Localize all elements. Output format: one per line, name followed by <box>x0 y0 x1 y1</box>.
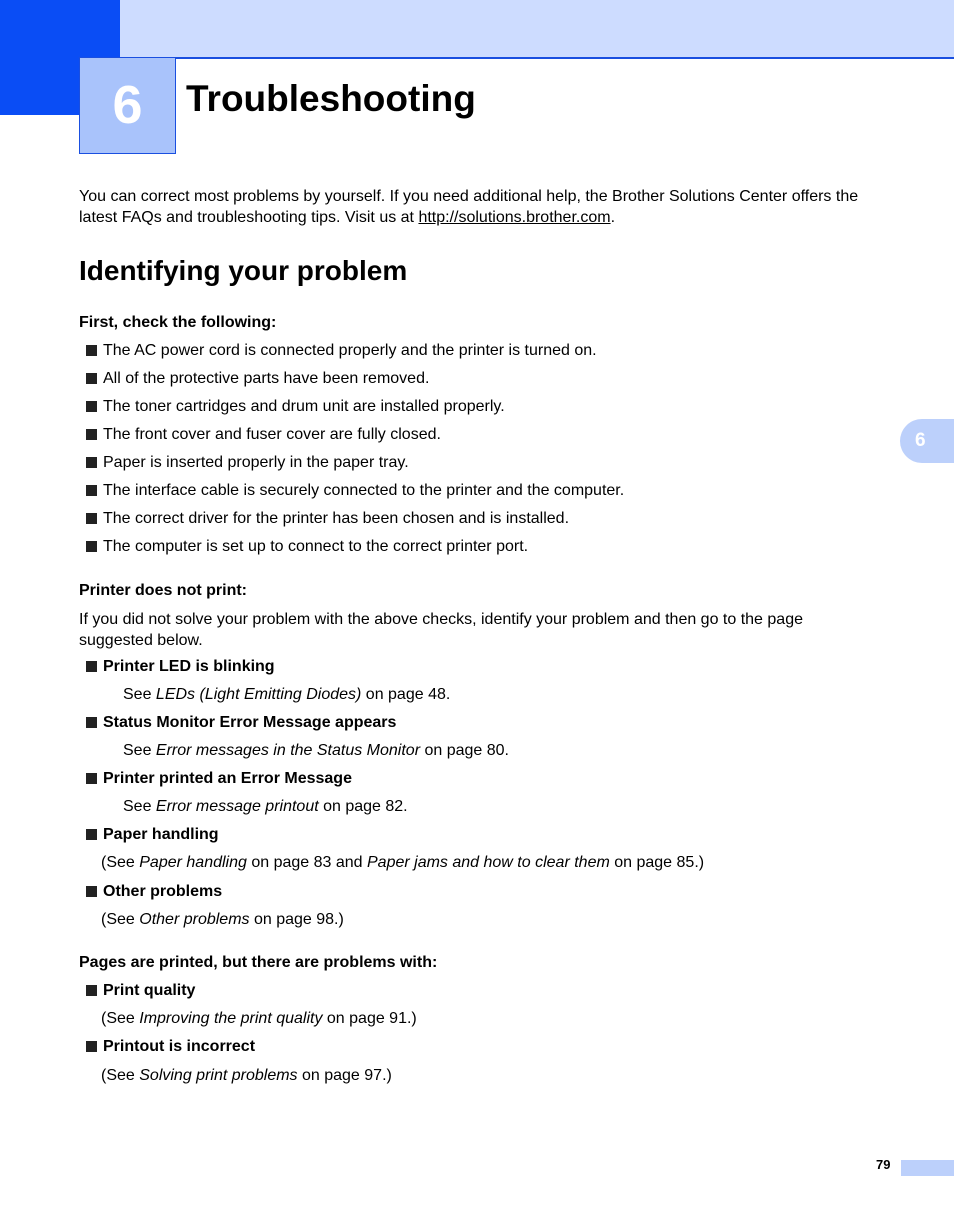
ref-prefix: (See <box>101 1067 140 1084</box>
ref-suffix: on page 80. <box>420 742 509 759</box>
list-item <box>84 369 624 397</box>
square-bullet-icon <box>86 345 97 356</box>
chapter-side-tab: 6 <box>900 419 954 463</box>
problem-label: Paper handling <box>103 826 219 843</box>
problem-item <box>84 657 275 677</box>
section-title: Identifying your problem <box>79 255 408 286</box>
ref-middle: on page 83 and <box>246 854 367 871</box>
list-item <box>84 537 624 565</box>
square-bullet-icon <box>86 829 97 840</box>
check-list <box>84 341 624 565</box>
ref-suffix: on page 48. <box>361 686 451 703</box>
problem-label: Status Monitor Error Message appears <box>103 714 397 731</box>
list-item <box>84 341 624 369</box>
ref-link-2[interactable]: Paper jams and how to clear them <box>367 854 610 871</box>
check-text: The front cover and fuser cover are fully closed. <box>103 426 441 443</box>
problem-label: Other problems <box>103 883 223 900</box>
no-print-paragraph: If you did not solve your problem with the above checks, identify your problem and then go to the page suggested below. <box>79 611 803 649</box>
square-bullet-icon <box>86 661 97 672</box>
ref-link[interactable]: Solving print problems <box>139 1067 298 1084</box>
problem-reference <box>101 910 344 930</box>
check-text: The computer is set up to connect to the correct printer port. <box>103 538 529 555</box>
check-text: The interface cable is securely connected to the printer and the computer. <box>103 482 625 499</box>
problem-label: Printer LED is blinking <box>103 658 275 675</box>
square-bullet-icon <box>86 401 97 412</box>
problem-item <box>84 882 222 902</box>
square-bullet-icon <box>86 373 97 384</box>
check-text: The toner cartridges and drum unit are installed properly. <box>103 398 505 415</box>
problem-item <box>84 769 352 789</box>
check-text: All of the protective parts have been removed. <box>103 370 430 387</box>
check-text: Paper is inserted properly in the paper tray. <box>103 454 409 471</box>
list-item <box>84 453 624 481</box>
square-bullet-icon <box>86 485 97 496</box>
intro-end: . <box>610 209 616 226</box>
problem-label: Printout is incorrect <box>103 1038 256 1055</box>
problem-reference <box>101 1066 392 1086</box>
ref-link[interactable]: LEDs (Light Emitting Diodes) <box>155 686 362 703</box>
ref-prefix: See <box>123 798 156 815</box>
problem-label: Printer printed an Error Message <box>103 770 352 787</box>
check-text: The AC power cord is connected properly and the printer is turned on. <box>103 342 597 359</box>
ref-link[interactable]: Error message printout <box>155 798 319 815</box>
square-bullet-icon <box>86 457 97 468</box>
list-item <box>84 425 624 453</box>
square-bullet-icon <box>86 717 97 728</box>
check-heading: First, check the following: <box>79 314 277 331</box>
problem-reference <box>123 797 408 817</box>
problem-reference <box>101 853 704 873</box>
problem-item <box>84 713 396 733</box>
ref-suffix: on page 91.) <box>322 1010 417 1027</box>
problem-reference <box>123 741 509 761</box>
header-band <box>0 0 954 59</box>
ref-prefix: (See <box>101 854 140 871</box>
list-item <box>84 397 624 425</box>
page-number: 79 <box>876 1157 891 1172</box>
problem-reference <box>101 1009 417 1029</box>
ref-suffix: on page 98.) <box>249 911 344 928</box>
ref-link[interactable]: Error messages in the Status Monitor <box>155 742 421 759</box>
list-item <box>84 509 624 537</box>
square-bullet-icon <box>86 773 97 784</box>
square-bullet-icon <box>86 429 97 440</box>
ref-prefix: See <box>123 686 156 703</box>
ref-suffix: on page 85.) <box>609 854 705 871</box>
ref-prefix: See <box>123 742 156 759</box>
square-bullet-icon <box>86 541 97 552</box>
problem-item <box>84 981 195 1001</box>
ref-suffix: on page 97.) <box>297 1067 392 1084</box>
square-bullet-icon <box>86 513 97 524</box>
intro-paragraph <box>79 186 899 228</box>
intro-text: You can correct most problems by yourself. If you need additional help, the Brother Solutions Center offers the latest FAQs and troubleshooting tips. Visit us at <box>79 188 859 226</box>
ref-prefix: (See <box>101 911 140 928</box>
problem-label: Print quality <box>103 982 196 999</box>
no-print-heading: Printer does not print: <box>79 582 247 599</box>
square-bullet-icon <box>86 886 97 897</box>
ref-prefix: (See <box>101 1010 140 1027</box>
list-item <box>84 481 624 509</box>
pages-heading: Pages are printed, but there are problems with: <box>79 954 438 971</box>
chapter-number-box: 6 <box>79 57 176 154</box>
footer-band <box>901 1160 954 1176</box>
ref-link[interactable]: Other problems <box>139 911 250 928</box>
chapter-title: Troubleshooting <box>186 78 476 119</box>
square-bullet-icon <box>86 985 97 996</box>
solutions-link[interactable]: http://solutions.brother.com <box>418 209 611 226</box>
problem-item <box>84 825 219 845</box>
square-bullet-icon <box>86 1041 97 1052</box>
ref-suffix: on page 82. <box>318 798 408 815</box>
problem-reference <box>123 685 450 705</box>
ref-link[interactable]: Paper handling <box>139 854 247 871</box>
check-text: The correct driver for the printer has been chosen and is installed. <box>103 510 570 527</box>
problem-item <box>84 1037 255 1057</box>
ref-link[interactable]: Improving the print quality <box>139 1010 323 1027</box>
